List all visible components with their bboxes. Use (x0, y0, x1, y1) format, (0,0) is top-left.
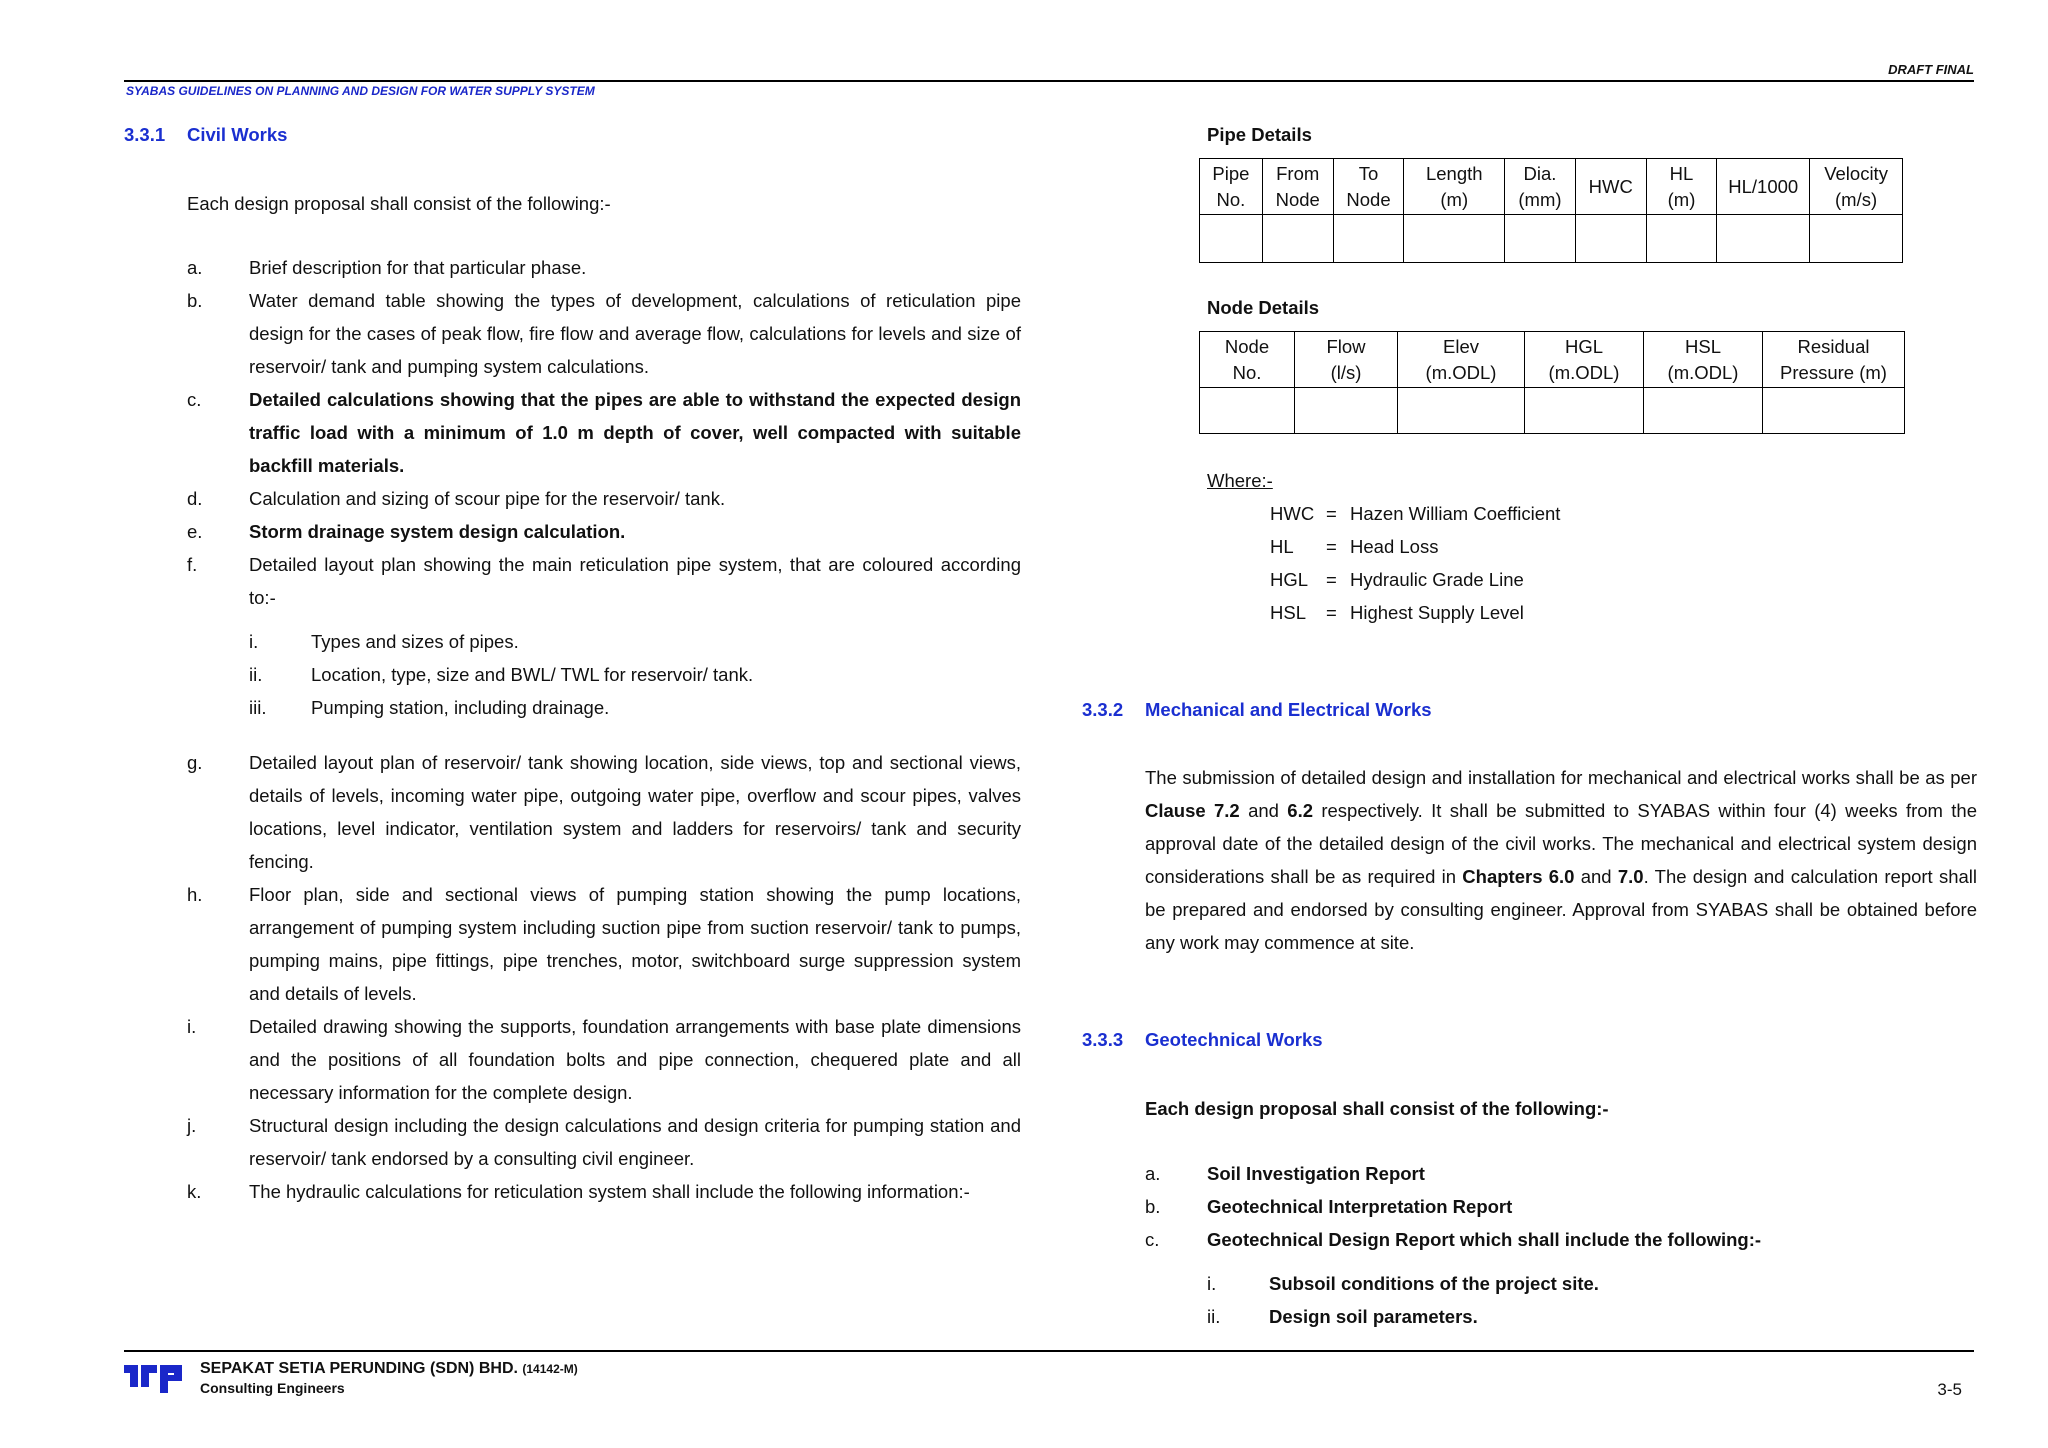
column-header: Elev (m.ODL) (1398, 332, 1525, 388)
column-header: Node No. (1200, 332, 1295, 388)
list-item: e. Storm drainage system design calculation. (187, 521, 626, 542)
table-cell (1398, 388, 1525, 434)
list-item: a. Brief description for that particular phase. (187, 257, 587, 278)
list-item: k. The hydraulic calculations for reticulation system shall include the following information:- (187, 1181, 970, 1202)
node-details-title: Node Details (1207, 297, 1320, 318)
abbreviation-list (1270, 497, 1560, 629)
column-header: Velocity (m/s) (1810, 159, 1903, 215)
table-cell (1404, 215, 1505, 263)
list-item: b. Geotechnical Interpretation Report (1145, 1196, 1513, 1217)
column-header: HWC (1575, 159, 1646, 215)
table-cell (1295, 388, 1398, 434)
company-name: SEPAKAT SETIA PERUNDING (SDN) BHD. (14142-M) (200, 1360, 578, 1377)
column-header: HSL (m.ODL) (1644, 332, 1763, 388)
table-cell (1200, 388, 1295, 434)
table-header-row (1200, 159, 1903, 215)
section-title: Geotechnical Works (1145, 1029, 1323, 1050)
column-header: HL (m) (1646, 159, 1717, 215)
list-item: i. Detailed drawing showing the supports, foundation arrangements with base plate dimensions and the positions of all foundation bolts and pipe connection, chequered plate and all necessary information for the complete design. (187, 1016, 1021, 1103)
list-item: g. Detailed layout plan of reservoir/ tank showing location, side views, top and sectional views, details of levels, incoming water pipe, outgoing water pipe, overflow and scour pipes, valves locations, level indicator, ventilation system and ladders for reservoirs/ tank and security fencing. (187, 752, 1021, 872)
list-item: j. Structural design including the design calculations and design criteria for pumping station and reservoir/ tank endorsed by a consulting civil engineer. (187, 1115, 1021, 1169)
table-cell (1200, 215, 1263, 263)
sub-list-item: i. Subsoil conditions of the project site. (1207, 1273, 1599, 1294)
table-cell (1575, 215, 1646, 263)
company-subtitle: Consulting Engineers (200, 1380, 345, 1396)
sub-list-item: ii. Location, type, size and BWL/ TWL for reservoir/ tank. (249, 664, 754, 685)
section-3-3-3-heading (1082, 1029, 1323, 1051)
table-cell (1505, 215, 1576, 263)
section-number: 3.3.1 (124, 124, 166, 145)
column-header: HGL (m.ODL) (1525, 332, 1644, 388)
list-item: c. Detailed calculations showing that the pipes are able to withstand the expected design traffic load with a minimum of 1.0 m depth of cover, well compacted with suitable backfill materials. (187, 389, 1021, 476)
column-header: From Node (1262, 159, 1333, 215)
abbreviation-row: HSL = Highest Supply Level (1270, 602, 1524, 623)
section-number: 3.3.3 (1082, 1029, 1124, 1050)
column-header: HL/1000 (1717, 159, 1810, 215)
document-title: SYABAS GUIDELINES ON PLANNING AND DESIGN FOR WATER SUPPLY SYSTEM (126, 84, 595, 98)
section-title: Mechanical and Electrical Works (1145, 699, 1432, 720)
draft-label: DRAFT FINAL (1888, 62, 1974, 77)
table-cell (1525, 388, 1644, 434)
table-cell (1717, 215, 1810, 263)
table-cell (1333, 215, 1404, 263)
list-item: d. Calculation and sizing of scour pipe for the reservoir/ tank. (187, 488, 726, 509)
sub-list-item: iii. Pumping station, including drainage. (249, 697, 610, 718)
sub-list-item: ii. Design soil parameters. (1207, 1306, 1478, 1327)
column-header: Length (m) (1404, 159, 1505, 215)
geotechnical-intro: Each design proposal shall consist of the following:- (1145, 1098, 1609, 1119)
abbreviation-row: HL = Head Loss (1270, 536, 1439, 557)
list-item: c. Geotechnical Design Report which shall include the following:- (1145, 1229, 1762, 1250)
where-label: Where:- (1207, 470, 1273, 491)
column-header: Residual Pressure (m) (1763, 332, 1905, 388)
column-header: To Node (1333, 159, 1404, 215)
footer-rule (124, 1350, 1974, 1352)
pipe-details-table (1199, 158, 1903, 263)
section-3-3-1-heading (124, 124, 287, 146)
table-cell (1810, 215, 1903, 263)
header-rule (124, 80, 1974, 82)
abbreviation-row: HGL = Hydraulic Grade Line (1270, 569, 1524, 590)
node-details-table (1199, 331, 1905, 434)
table-header-row (1200, 332, 1905, 388)
column-header: Pipe No. (1200, 159, 1263, 215)
pipe-details-title: Pipe Details (1207, 124, 1312, 145)
table-cell (1646, 215, 1717, 263)
section-number: 3.3.2 (1082, 699, 1124, 720)
table-cell (1262, 215, 1333, 263)
civil-works-intro: Each design proposal shall consist of the following:- (187, 193, 611, 214)
geotechnical-list (1145, 1157, 1977, 1333)
list-item: b. Water demand table showing the types of development, calculations of reticulation pipe design for the cases of peak flow, fire flow and average flow, calculations for levels and size of reservoir/ tank and pumping system calculations. (187, 290, 1021, 377)
column-header: Flow (l/s) (1295, 332, 1398, 388)
civil-works-list (187, 251, 1021, 1208)
page-number: 3-5 (1937, 1380, 1962, 1399)
sub-list-item: i. Types and sizes of pipes. (249, 631, 519, 652)
table-cell (1644, 388, 1763, 434)
table-cell (1763, 388, 1905, 434)
list-item: f. Detailed layout plan showing the main reticulation pipe system, that are coloured according to:- (187, 554, 1021, 608)
sub-list (187, 625, 1021, 724)
company-logo (124, 1361, 184, 1393)
sub-list (1145, 1267, 1977, 1333)
table-row (1200, 215, 1903, 263)
column-header: Dia. (mm) (1505, 159, 1576, 215)
list-item: a. Soil Investigation Report (1145, 1163, 1425, 1184)
section-3-3-2-heading (1082, 699, 1432, 721)
table-row (1200, 388, 1905, 434)
abbreviation-row: HWC = Hazen William Coefficient (1270, 503, 1561, 524)
mechanical-electrical-paragraph: The submission of detailed design and installation for mechanical and electrical works shall be as per Clause 7.2 and 6.2 respectively. It shall be submitted to SYABAS within four (4) weeks from the approval date of the detailed design of the civil works. The mechanical and electrical system design considerations shall be as required in Chapters 6.0 and 7.0. The design and calculation report shall be prepared and endorsed by consulting engineer. Approval from SYABAS shall be obtained before any work may commence at site. (1145, 767, 1978, 953)
section-title: Civil Works (187, 124, 288, 145)
list-item: h. Floor plan, side and sectional views of pumping station showing the pump locations, arrangement of pumping system including suction pipe from suction reservoir/ tank to pumps, pumping mains, pipe fittings, pipe trenches, motor, switchboard surge suppression system and details of levels. (187, 884, 1021, 1004)
